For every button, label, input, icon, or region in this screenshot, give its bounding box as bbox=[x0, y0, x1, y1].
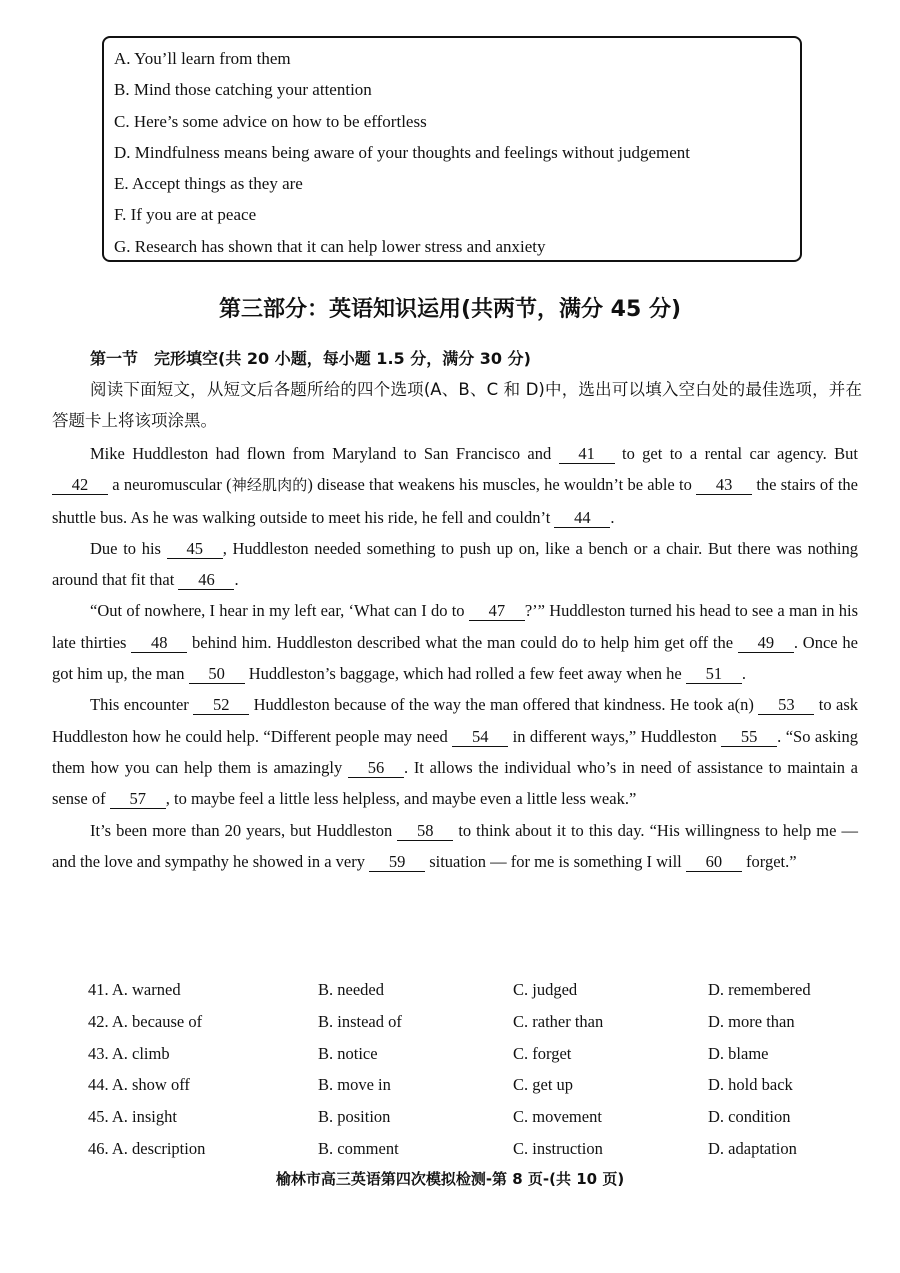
option-c: C. Here’s some advice on how to be effortless bbox=[114, 111, 427, 131]
blank-57: 57 bbox=[110, 790, 166, 809]
blank-55: 55 bbox=[721, 728, 777, 747]
choice-d: D. adaptation bbox=[708, 1138, 797, 1158]
choice-a: 44. A. show off bbox=[88, 1075, 190, 1095]
option-d: D. Mindfulness means being aware of your thoughts and feelings without judgement bbox=[114, 142, 690, 162]
choice-b: B. position bbox=[318, 1107, 391, 1127]
text: situation — for me is something I will bbox=[425, 851, 686, 871]
choice-c: C. get up bbox=[513, 1075, 574, 1095]
text: . bbox=[234, 570, 239, 590]
text: the stairs of the shuttle bus. As he was walking outside to meet his ride, he fell and couldn’t bbox=[52, 475, 858, 527]
blank-58: 58 bbox=[397, 822, 453, 841]
text: to ask Huddleston how he could help. “Different people may need bbox=[52, 695, 858, 746]
paragraph-2 bbox=[52, 533, 858, 596]
blank-59: 59 bbox=[369, 853, 425, 872]
text: , Huddleston needed something to push up on, like a bench or a chair. But there was nothing around that fit that bbox=[52, 538, 858, 590]
text: Huddleston’s baggage, which had rolled a few feet away when he bbox=[244, 664, 686, 684]
text: . bbox=[610, 507, 615, 527]
gloss: 神经肌肉的 bbox=[231, 476, 308, 495]
text: a neuromuscular ( bbox=[108, 475, 232, 495]
blank-44: 44 bbox=[554, 509, 610, 528]
choice-a: 43. A. climb bbox=[88, 1043, 170, 1063]
text: ) disease that weakens his muscles, he wouldn’t be able to bbox=[307, 475, 697, 495]
text: . Once he got him up, the man bbox=[52, 632, 858, 684]
blank-50: 50 bbox=[189, 665, 245, 684]
choice-c: C. judged bbox=[513, 980, 578, 999]
choice-a: 42. A. because of bbox=[88, 1011, 203, 1031]
blank-53: 53 bbox=[758, 696, 814, 715]
choice-c: C. instruction bbox=[513, 1138, 603, 1158]
paragraph-3 bbox=[52, 595, 858, 689]
question-41 bbox=[88, 974, 848, 1006]
choice-d: D. condition bbox=[708, 1107, 791, 1127]
choice-c: C. rather than bbox=[513, 1011, 604, 1031]
cloze-passage bbox=[52, 438, 858, 877]
subsection-name: 完形填空(共 20 小题，每小题 1.5 分，满分 30 分) bbox=[154, 349, 531, 368]
blank-54: 54 bbox=[452, 728, 508, 747]
question-43 bbox=[88, 1038, 848, 1070]
instructions: 阅读下面短文，从短文后各题所给的四个选项(A、B、C 和 D)中，选出可以填入空白处的最佳选项，并在答题卡上将该项涂黑。 bbox=[52, 380, 862, 430]
text: behind him. Huddleston described what the man could do to help him get off the bbox=[187, 632, 738, 652]
blank-43: 43 bbox=[696, 476, 752, 495]
options-box bbox=[102, 36, 802, 262]
blank-52: 52 bbox=[193, 696, 249, 715]
question-42 bbox=[88, 1006, 848, 1038]
text: in different ways,” Huddleston bbox=[508, 726, 722, 746]
blank-48: 48 bbox=[131, 634, 187, 653]
paragraph-4 bbox=[52, 689, 858, 814]
text: ?’” Huddleston turned his head to see a man in his late thirties bbox=[52, 601, 858, 652]
subsection-heading bbox=[90, 346, 531, 369]
choice-c: C. movement bbox=[513, 1107, 602, 1127]
question-46 bbox=[88, 1133, 848, 1165]
blank-41: 41 bbox=[559, 445, 615, 464]
text: , to maybe feel a little less helpless, and maybe even a little less weak.” bbox=[165, 789, 637, 809]
blank-56: 56 bbox=[348, 759, 404, 778]
option-g: G. Research has shown that it can help lower stress and anxiety bbox=[114, 236, 546, 256]
blank-46: 46 bbox=[178, 571, 234, 590]
paragraph-5 bbox=[52, 815, 858, 878]
blank-49: 49 bbox=[738, 634, 794, 653]
blank-60: 60 bbox=[686, 853, 742, 872]
text: . bbox=[741, 664, 746, 684]
question-list bbox=[88, 974, 848, 1165]
choice-a: 46. A. description bbox=[88, 1138, 206, 1158]
text: Mike Huddleston had flown from Maryland to San Francisco and bbox=[90, 444, 559, 463]
text: Due to his bbox=[90, 538, 167, 558]
text: It’s been more than 20 years, but Huddleston bbox=[90, 820, 398, 840]
text: Huddleston because of the way the man offered that kindness. He took a(n) bbox=[249, 695, 759, 715]
paragraph-1 bbox=[52, 438, 858, 533]
choice-d: D. more than bbox=[708, 1011, 795, 1031]
text: . “So asking them how you can help them is amazingly bbox=[52, 726, 858, 777]
text: to think about it to this day. “His willingness to help me — and the love and sympathy he showed in a very bbox=[52, 820, 858, 871]
choice-d: D. hold back bbox=[708, 1075, 793, 1095]
blank-42: 42 bbox=[52, 476, 108, 495]
blank-45: 45 bbox=[167, 540, 223, 559]
text: to get to a rental car agency. But bbox=[614, 444, 858, 463]
blank-47: 47 bbox=[469, 602, 525, 621]
choice-b: B. instead of bbox=[318, 1011, 402, 1031]
question-45 bbox=[88, 1101, 848, 1133]
question-44 bbox=[88, 1069, 848, 1101]
option-e: E. Accept things as they are bbox=[114, 174, 303, 194]
text: . It allows the individual who’s in need of assistance to maintain a sense of bbox=[52, 757, 858, 809]
option-b: B. Mind those catching your attention bbox=[114, 80, 372, 100]
choice-b: B. notice bbox=[318, 1043, 378, 1063]
choice-a: 45. A. insight bbox=[88, 1107, 177, 1127]
section-title: 第三部分：英语知识运用(共两节，满分 45 分) bbox=[218, 297, 682, 322]
choice-a: 41. A. warned bbox=[88, 980, 181, 999]
subsection-label: 第一节 bbox=[90, 349, 139, 368]
choice-b: B. needed bbox=[318, 980, 384, 999]
option-a: A. You’ll learn from them bbox=[114, 49, 291, 68]
choice-b: B. move in bbox=[318, 1075, 391, 1095]
text: forget.” bbox=[741, 851, 797, 871]
choice-d: D. blame bbox=[708, 1043, 769, 1063]
text: “Out of nowhere, I hear in my left ear, ‘What can I do to bbox=[90, 601, 469, 621]
blank-51: 51 bbox=[686, 665, 742, 684]
choice-d: D. remembered bbox=[708, 980, 811, 999]
choice-b: B. comment bbox=[318, 1138, 399, 1158]
option-f: F. If you are at peace bbox=[114, 205, 257, 225]
text: This encounter bbox=[90, 695, 194, 715]
page-footer: 榆林市高三英语第四次模拟检测-第 8 页-(共 10 页) bbox=[275, 1170, 625, 1188]
choice-c: C. forget bbox=[513, 1043, 572, 1063]
